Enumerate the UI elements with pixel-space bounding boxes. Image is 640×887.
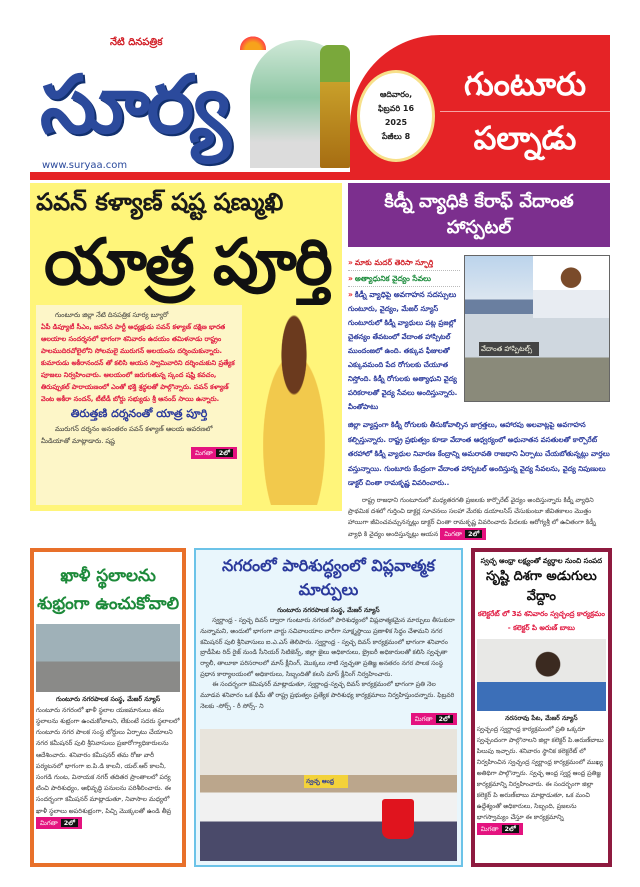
newspaper-logo[interactable]: సూర్య — [40, 58, 228, 151]
masthead-strip — [30, 172, 610, 180]
sun-icon — [240, 36, 266, 50]
hospital-body-small — [348, 495, 610, 540]
bullet-item — [348, 287, 460, 302]
sanitation-text — [200, 606, 457, 726]
top-stories — [30, 183, 610, 540]
hospital-story-row — [348, 255, 610, 414]
collector-subhead: కలెక్టరేట్ లో 3వ శనివారం స్వచ్ఛంద్ర కార్యక్రమం - కలెక్టర్ పి అరుణ్ బాబు — [477, 609, 605, 632]
hospital-building-photo — [464, 255, 610, 402]
continued-link[interactable] — [477, 823, 523, 835]
collector-photo — [477, 639, 606, 711]
lead-highlight: ఏపీ డిప్యూటీ సీఎం, జనసేన పార్టీ అధ్యక్షుడు పవన్ కళ్యాణ్ దక్షిణ భారత ఆలయాల సందర్శనలో భాగంగా శనివారం ఉదయం తమిళనాడు రాష్ట్రం పాలముదిరచోలైలోని సోలమలై మురుగన్ ఆలయంను దర్శించుకున్నారు. కుమారుడు అకీరానందన్ తో కలిసి ఆయన స్వామివారిని దర్శించుకుని ప్రత్యేక పూజలు నిర్వహించారు. ఆలయంలో జరుగుతున్న స్కంద షష్టి కవచం, తిరుప్పుకల్ పారాయణంలో ఎంతో భక్తి శ్రద్ధలతో పాల్గొన్నారు. పవన్ కళ్యాణ్ వెంట అకీరా నందన్, టీటీడీ బోర్డు సభ్యుడు శ్రీ ఆనంద్ సాయి ఉన్నారు. — [41, 323, 235, 403]
hospital-body-wide: జిల్లా వ్యాప్తంగా కిడ్నీ రోగులకు తీసుకోవాల్సిన జాగ్రత్తలు, ఆహారపు అలవాట్లపై అవగాహన కల్పిస్తున్నారు. రాష్ట్ర ప్రభుత్వం కూడా వేదాంత ఆధ్వర్యంలో అధునాతన వసతులతో కార్పొరేట్ తరహాలో కిడ్నీ వ్యాధుల నివారణ కేంద్రాన్ని అమరావతి రాజధాని ఏర్పాటు చేయబోతున్నట్లు వార్తలు వస్తున్నాయి. గుంటూరు కేంద్రంగా వేదాంత హాస్పటల్ అందిస్తున్న వైద్య సేవలను, వైద్య నిపుణులు డాక్టర్ చింతా రామకృష్ణ వివరించారు.. — [348, 421, 610, 487]
continued-label: మిగతా — [480, 824, 499, 833]
statue-image — [320, 45, 350, 168]
continued-label: మిగతా — [414, 714, 433, 723]
sanitation-story-box — [194, 548, 463, 868]
collector-body: స్వచ్ఛంద్ర స్వర్ణాంధ్ర కార్యక్రమంలో ప్రతి ఒక్కరూ స్వచ్ఛందంగా పాల్గొనాలని జిల్లా కలెక్టర్ పి.అరుణ్‌బాబు పిలుపు ఇచ్చారు. శనివారం స్థానిక కలెక్టరేట్ లో నిర్వహించిన స్వచ్ఛంద్ర స్వర్ణాంధ్ర కార్యక్రమంలో ముఖ్య అతిథిగా పాల్గొన్నారు. స్వచ్ఛ ఆంధ్ర స్వర్ణ ఆంధ్ర ప్రతిజ్ఞ కార్యక్రమాన్ని నిర్వహించారు. ఈ సందర్భంగా జిల్లా కలెక్టర్ పి అరుణ్‌బాబు మాట్లాడుతూ, ఒక మంచి ఉద్దేశ్యంతో అధికారులు, సిబ్బంది, ప్రజలను భాగస్వామ్యం చేస్తూ ఈ కార్యక్రమాన్ని — [476, 725, 604, 821]
vacant-lots-story-box — [30, 548, 186, 868]
hospital-story — [348, 183, 610, 540]
headline-line-1: ఖాళీ స్థలాలను — [60, 565, 156, 586]
hospital-left-column — [348, 255, 460, 414]
vacant-lots-dateline: గుంటూరు నగరపాలక సంస్థ, మేజర్ న్యూస్ — [55, 695, 161, 703]
continued-page: 2లో — [216, 449, 233, 457]
sanitation-dateline: గుంటూరు నగరపాలక సంస్థ, మేజర్ న్యూస్ — [277, 606, 380, 614]
lead-dateline: గుంటూరు జిల్లా నేటి దినపత్రిక సూర్య బ్యూరో — [55, 311, 169, 319]
continued-page: 2లో — [465, 530, 482, 538]
hospital-headline[interactable]: కిడ్నీ వ్యాధికి కేరాఫ్ వేదాంత హాస్పటల్ — [348, 183, 610, 247]
sanitation-body-2: ఈ సందర్భంగా కమిషనర్ మాట్లాడుతూ, స్వర్ణాంధ్ర-స్వచ్ఛ దివస్ కార్యక్రమంలో భాగంగా ప్రతి నెల మూడవ శనివారం ఒక థీమ్ తో రాష్ట్ర ప్రభుత్వం ప్రత్యేక పారిశుధ్య కార్యక్రమాలు నిర్వహిస్తుందన్నారు. ఫిబ్రవరి నెలకు -సోర్స్ - రీ సోర్స్- ని — [200, 681, 455, 710]
edition-name-guntur: గుంటూరు — [463, 65, 587, 103]
bullet-item — [348, 255, 460, 271]
masthead — [0, 0, 640, 183]
continued-label: మిగతా — [444, 529, 462, 538]
page-count: పేజీలు 8 — [381, 132, 411, 141]
continued-label: మిగతా — [195, 449, 213, 457]
continued-link[interactable] — [411, 713, 457, 725]
lead-story-text — [36, 305, 242, 505]
bottom-stories — [30, 548, 612, 868]
hospital-body-narrow — [348, 302, 460, 414]
bullet-text: కిడ్నీ వ్యాధిపై అవగాహన సదస్సులు — [354, 290, 457, 299]
vacant-lots-text — [36, 694, 180, 829]
date-year: 2025 — [384, 118, 408, 127]
headline-line-2: శుభ్రంగా ఉంచుకోవాలి — [37, 593, 180, 614]
continued-link[interactable] — [191, 447, 237, 459]
lead-subhead: తిరుత్తణి దర్శనంతో యాత్ర పూర్తి — [70, 407, 208, 420]
collector-dateline: నరసరావు పేట, మేజర్ న్యూస్ — [505, 714, 578, 722]
collector-headline[interactable]: సృష్టి దిశగా అడుగులు వేద్దాం — [485, 568, 597, 604]
edition-divider — [440, 111, 610, 112]
continued-label: మిగతా — [40, 818, 58, 827]
lead-story-panel — [30, 183, 342, 511]
lead-kicker[interactable]: పవన్ కళ్యాణ్ షష్ట షణ్ముఖి — [36, 188, 284, 216]
lead-continued-row — [41, 447, 237, 459]
date-day: ఆదివారం, — [379, 90, 413, 99]
website-url[interactable]: www.suryaa.com — [42, 160, 131, 172]
lead-body — [41, 423, 237, 447]
date-month-day: ఫిబ్రవరి 16 — [377, 104, 415, 113]
collector-story-box — [471, 548, 612, 868]
continued-page: 2లో — [436, 715, 453, 723]
continued-page: 2లో — [61, 819, 78, 827]
hospital-bullets — [348, 255, 460, 302]
hospital-body-narrow-text: గుంటూరు, వైద్యం, మేజర్ న్యూస్ గుంటూరులో కిడ్నీ వ్యాధులు పట్ల ప్రజల్లో చైతన్యం తేవటంలో వేదాంత హాస్పిటల్ ముందంజలో ఉంది. తక్కువ ఫీజులతో ఎక్కువమంది పేద రోగులకు చేయూత నిస్తోంది. కిడ్నీ రోగులకు అత్యాధుని వైద్య పరికరాలతో వైద్య సేవలు అందిస్తున్నారు. వీంతోపాటు — [348, 305, 458, 411]
sanitation-continued-row — [200, 713, 457, 726]
doctor-photo — [533, 256, 609, 318]
lead-body-text: మురుగన్ దర్శనం అనంతరం పవన్ కళ్యాణ్ ఆలయ ఆవరణలో మీడియాతో మాట్లాడారు. షష్ట — [41, 425, 213, 445]
hospital-body-small-text: రాష్ట్ర రాజధాని గుంటూరులో మధ్యతరగతి ప్రజలకు కార్పొరేట్ వైద్యం అందిస్తున్నారు కిడ్నీ వ్యాధిని ప్రాథమిక దశలో గుర్తించి డాక్టర్ల సూచనలు సలహా మేరకు డయాలసిస్ చేసుకుంటూ జీవితకాలం మొత్తం హాయిగా జీవించవచ్చునన్నట్లు డాక్టర్ చింతా రామకృష్ణ వివరించారు పేదలకు ఆరోగ్యశ్రీ లో ఉచితంగా కిడ్నీ వ్యాధి కి వైద్యం అందిస్తున్నట్లు ఆయన — [348, 496, 596, 538]
hospital-sign: వేదాంత హాస్పిటల్స్ — [479, 342, 539, 356]
logo-tagline: నేటి దినపత్రిక — [110, 37, 163, 48]
red-bucket — [382, 799, 414, 839]
vacant-lots-body: గుంటూరు నగరంలో ఖాళీ స్థలాల యజమానులు తమ స్థలాలను శుభ్రంగా ఉంచుకోవాలని, లేకుంటే సదరు స్థలాలలో గుంటూరు నగర పాలక సంస్థ బోర్డులు ఏర్పాటు చేయాలని నగర కమీషనర్ పులి శ్రీనివాసులు ప్రజారోగ్యాధికారులను ఆదేశించారు. శనివారం కమీషనర్ తమ రోజు వారీ పర్యటనలో భాగంగా ఐ.పి.డి కాలనీ, యల్.ఆర్ కాలనీ, సంగడి గుంట, వినాయక నగర్ తదితర ప్రాంతాలలో పర్య టించి పారిశుధ్యం, అభివృద్ధి పనులను పరిశీలించారు. ఈ సందర్భంగా కమీషనర్ మాట్లాడుతూ, నివాసాల మధ్యలో ఖాళీ స్థలాలు అపరిశుభ్రంగా, పిచ్చి మొక్కలతో ఉండి తీవ్ర — [36, 706, 180, 815]
arrow-icon: » — [348, 258, 353, 267]
lead-story-row — [30, 305, 342, 505]
collector-kicker: స్వచ్ఛ ఆంధ్రా లక్ష్యంతో వ్యర్థాల నుంచి సంపద — [480, 556, 603, 565]
date-badge — [357, 70, 435, 162]
bullet-item — [348, 271, 460, 287]
lead-headline[interactable]: యాత్ర పూర్తి — [44, 226, 331, 300]
sanitation-body-1: స్వర్ణాంధ్ర - స్వచ్ఛ దివస్ ద్వారా గుంటూరు నగరంలో పారిశుధ్యంలో విప్లవాత్మకమైన మార్పులు తీసుకురా నున్నామని, అందులో భాగంగా వార్డు సచివాలయాల వారీగా సూక్ష్మస్థాయి ప్రణాళిక సిద్ధం చేశామని నగర కమిషనర్ పులి శ్రీనివాసులు ఐ.ఎ.ఎస్ తెలిపారు. స్వర్ణాంధ్ర - స్వచ్ఛ దివస్ కార్యక్రమంలో భాగంగా శనివారం బ్రాడీపేట రిద్ రైజ్ నుండి సీనియర్ సిటిజెన్స్, జిల్లా జైలు అధికారులు, బ్రైబరీ అధికారులతో కలిసి స్వచ్ఛతా ర్యాలీ, తాలూకా పరిసరాలలో మాస్ క్లీనింగ్, మొక్కలు నాటి స్వచ్ఛతా ప్రతిజ్ఞ అనతరం నగర పాలక సంస్థ ప్రధాన కార్యాలయంలో అధికారులు, సిబ్బందితో కలసి మాస్ క్లీనింగ్ నిర్వహించారు. — [200, 617, 455, 678]
sanitation-headline[interactable]: నగరంలో పారిశుద్ధ్యంలో విప్లవాత్మక మార్పులు — [222, 555, 435, 599]
vacant-lots-headline[interactable] — [36, 562, 180, 618]
arrow-icon: » — [348, 290, 353, 299]
arrow-icon: » — [348, 274, 353, 283]
edition-name-palnadu: పల్నాడు — [473, 119, 577, 157]
vacant-lots-photo — [36, 624, 180, 692]
bullet-text: అత్యాధునిక వైద్యం సేవలు — [354, 274, 431, 283]
swachh-banner: స్వచ్ఛ ఆంధ్ర — [304, 775, 348, 788]
sanitation-event-photo — [200, 729, 457, 861]
continued-link[interactable] — [36, 817, 82, 829]
continued-page: 2లో — [502, 825, 519, 833]
collector-text — [477, 713, 606, 835]
bullet-text: మాకు మదర్ తెరిసా స్ఫూర్తి — [354, 258, 434, 267]
pawan-kalyan-photo — [246, 305, 342, 505]
continued-link[interactable] — [440, 528, 486, 540]
